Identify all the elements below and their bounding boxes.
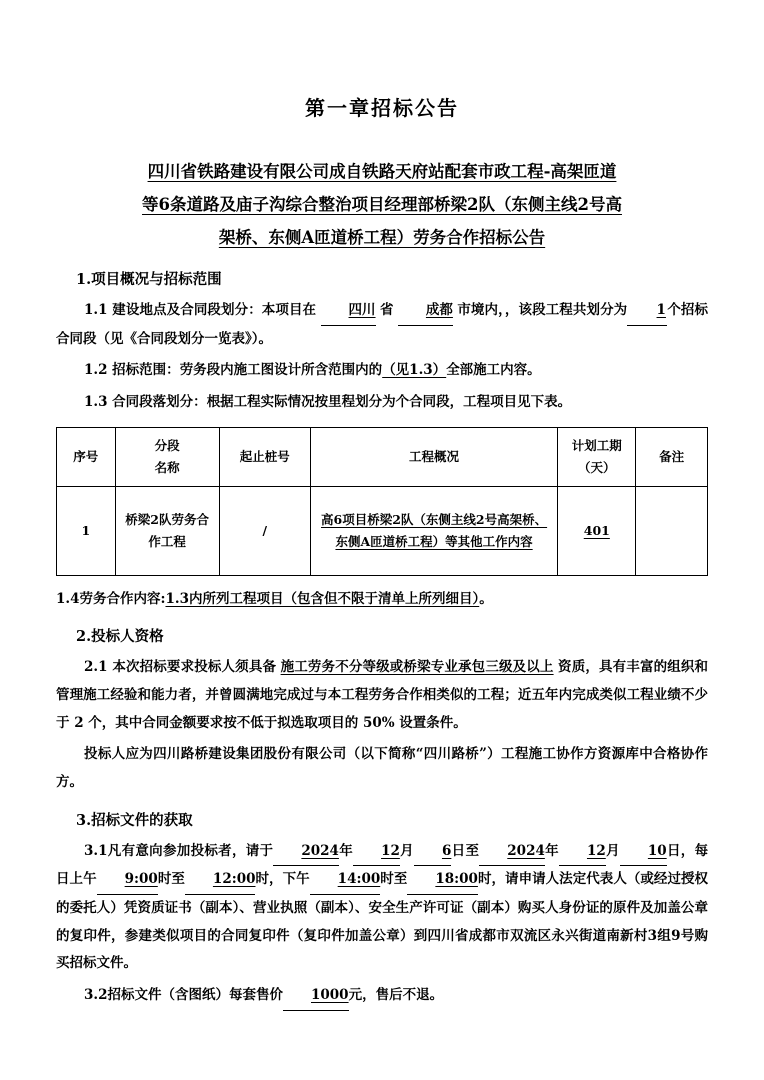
end-year: 2024 [479,838,545,867]
clause-1-3 [56,389,708,417]
th-description: 工程概况 [310,427,557,486]
clause-1-2-label: 1.2 招标范围： [84,362,180,379]
clause-1-1-province: 四川 [321,297,376,326]
clause-1-1-label: 1.1 建设地点及合同段划分： [84,302,262,318]
clause-2-note: 投标人应为四川路桥建设集团股份有限公司（以下简称“四川路桥”）工程施工协作方资源库中合格协作方。 [56,746,708,791]
clause-1-1-text-b: 省 [379,302,394,318]
clause-1-1-text-a: 本项目在 [261,302,317,318]
cell-name: 桥梁2队劳务合作工程 [115,486,219,575]
clause-1-3-text: 根据工程实际情况按里程划分为个合同段，工程项目见下表。 [206,394,572,411]
clause-1-1-segment-count: 1 [627,297,667,326]
th-remark: 备注 [636,427,708,486]
clause-1-4-label: 1.4劳务合作内容: [56,590,166,607]
th-days-line2: （天） [578,459,616,475]
morning-start-unit: 时至 [157,871,185,888]
end-month: 12 [559,838,606,867]
afternoon-start-time: 14:00 [310,866,381,895]
section-1-title: 1.项目概况与招标范围 [76,271,222,288]
start-month: 12 [353,838,400,867]
clause-1-2-text-a: 劳务段内施工图设计所含范围内的 [179,362,383,379]
morning-start-time: 9:00 [97,866,158,895]
clause-3-2 [56,982,708,1011]
cell-days [558,486,636,575]
clause-1-1-text-d: 个招标合同段（见《合同段划分一览表》）。 [56,302,709,347]
table-header-row [57,427,708,486]
start-month-unit: 月 [399,842,414,859]
clause-1-1 [56,297,708,353]
heading-line-2: 等6条道路及庙子沟综合整治项目经理部桥梁2队（东侧主线2号高 [142,195,622,214]
th-name [115,427,219,486]
document-price: 1000 [283,982,349,1011]
cell-description-text: 高6项目桥梁2队（东侧主线2号高架桥、东侧A匝道桥工程）等其他工作内容 [321,512,548,549]
clause-1-1-text-c: 市境内，，该段工程共划分为 [457,302,628,318]
clause-1-3-label: 1.3 合同段落划分： [84,394,207,411]
th-days [558,427,636,486]
clause-3-1 [56,838,708,978]
end-year-unit: 年 [544,842,559,859]
clause-1-2-ref: （见1.3） [382,362,447,379]
cell-no: 1 [57,486,116,575]
cell-remark [636,486,708,575]
th-stake: 起止桩号 [219,427,310,486]
clause-2-1-text-a: 2.1 本次招标要求投标人须具备 [84,659,277,676]
clause-3-2-text-a: 3.2招标文件（含图纸）每套售价 [84,987,283,1004]
end-day: 10 [620,838,667,867]
th-no: 序号 [57,427,116,486]
cell-days-text: 401 [583,523,610,539]
clause-1-1-city: 成都 [398,297,453,326]
clause-2-1 [56,654,708,737]
start-year: 2024 [273,838,339,867]
clause-2-1-requirement: 施工劳务不分等级或桥梁专业承包三级及以上 [280,659,554,676]
section-2-title: 2.投标人资格 [76,628,164,646]
th-name-line1: 分段 [154,438,180,454]
th-days-line1: 计划工期 [571,438,622,454]
end-day-unit: 日，每日上午 [56,842,709,888]
clause-1-4-ref: 1.3内所列工程项目（包含但不限于清单上所列细目） [165,590,480,607]
announcement-heading [56,155,708,254]
contract-section-table [56,427,708,576]
clause-1-2-text-b: 全部施工内容。 [446,362,541,379]
section-3-title: 3.招标文件的获取 [76,811,193,829]
afternoon-end-time: 18:00 [407,866,478,895]
heading-line-1: 四川省铁路建设有限公司成自铁路天府站配套市政工程-高架匝道 [147,162,617,181]
th-name-line2: 名称 [154,459,180,475]
start-year-unit: 年 [338,842,354,859]
clause-1-4 [56,586,708,614]
cell-stake: / [219,486,310,575]
morning-end-time: 12:00 [185,866,256,895]
heading-line-3: 架桥、东侧A匝道桥工程）劳务合作招标公告 [218,228,546,247]
clause-2-1-text-b: 资质，具有丰富的组织和管理施工经验和能力者，并曾圆满地完成过与本工程劳务合作相类似的工程；近五年内完成类似工程业绩不少于 2 个，其中合同金额要求按不低于拟选取项目的 50% 设置条件。 [56,659,709,731]
clause-1-2 [56,357,708,385]
table-row [57,486,708,575]
clause-3-1-text-a: 3.1凡有意向参加投标者，请于 [84,842,274,859]
clause-3-1-text-b: 时，请申请人法定代表人（或经过授权的委托人）凭资质证书（副本）、营业执照（副本）、安全生产许可证（副本）购买人身份证的原件及加盖公章的复印件，参建类似项目的合同复印件（复印件加盖公章）到四川省成都市双流区永兴街道南新村3组9号购买招标文件。 [56,871,709,972]
cell-description [310,486,557,575]
afternoon-start-unit: 时至 [380,871,408,888]
page-title: 第一章招标公告 [305,96,459,120]
end-month-unit: 月 [605,842,620,859]
start-day: 6 [414,838,451,867]
clause-1-4-end: 。 [479,590,493,607]
morning-end-unit: 时，下午 [255,871,310,888]
start-day-unit: 日至 [451,842,480,859]
clause-3-2-text-b: 元，售后不退。 [348,987,444,1004]
